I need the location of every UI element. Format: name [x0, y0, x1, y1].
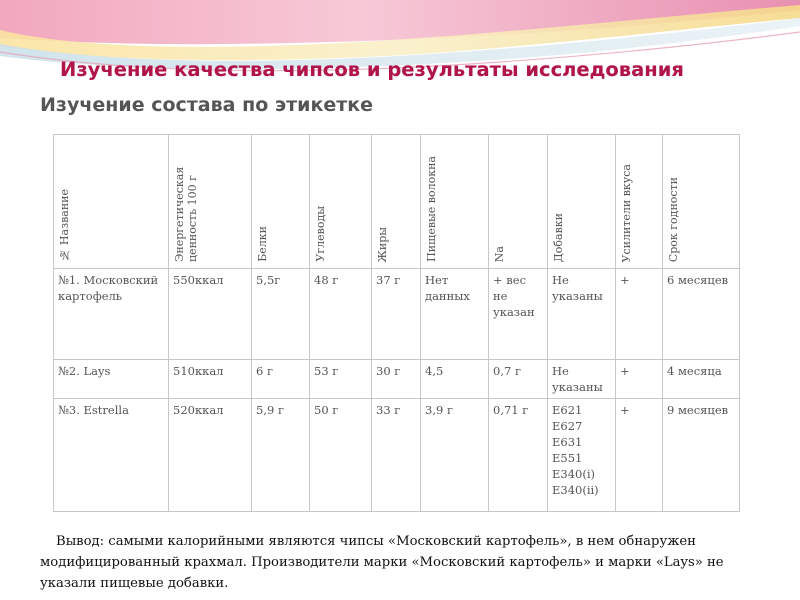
- cell-flavor-enhancers: +: [616, 399, 663, 512]
- cell-fiber: 4,5: [421, 360, 489, 399]
- cell-fat: 30 г: [372, 360, 421, 399]
- conclusion-body: Вывод: самыми калорийными являются чипсы «Московский картофель», в нем обнаружен модифицированный крахмал. Производители марки «Московский картофель» и марки «Lays» не указали пищевые добавки.: [40, 534, 724, 591]
- cell-flavor-enhancers: +: [616, 269, 663, 360]
- cell-carbs: 48 г: [310, 269, 372, 360]
- cell-shelf-life: 9 месяцев: [663, 399, 740, 512]
- cell-energy: 510ккал: [169, 360, 252, 399]
- header-fat: Жиры: [372, 135, 421, 269]
- cell-additives: Не указаны: [548, 269, 616, 360]
- header-energy: Энергетическая ценность 100 г: [169, 135, 252, 269]
- cell-flavor-enhancers: +: [616, 360, 663, 399]
- header-flavor-enhancers: Усилители вкуса: [616, 135, 663, 269]
- table-row: [54, 399, 740, 512]
- cell-carbs: 53 г: [310, 360, 372, 399]
- header-fiber: Пищевые волокна: [421, 135, 489, 269]
- header-shelf-life: Срок годности: [663, 135, 740, 269]
- table-row: [54, 269, 740, 360]
- conclusion-text: [40, 531, 770, 594]
- cell-fat: 33 г: [372, 399, 421, 512]
- cell-energy: 550ккал: [169, 269, 252, 360]
- header-name: № Название: [54, 135, 169, 269]
- page-subtitle: Изучение состава по этикетке: [40, 94, 374, 116]
- cell-shelf-life: 6 месяцев: [663, 269, 740, 360]
- cell-fiber: Нет данных: [421, 269, 489, 360]
- cell-name: №3. Estrella: [54, 399, 169, 512]
- cell-carbs: 50 г: [310, 399, 372, 512]
- cell-additives: Не указаны: [548, 360, 616, 399]
- table-header-row: [54, 135, 740, 269]
- cell-shelf-life: 4 месяца: [663, 360, 740, 399]
- cell-name: №2. Lays: [54, 360, 169, 399]
- cell-sodium: + вес не указан: [489, 269, 548, 360]
- header-sodium: Na: [489, 135, 548, 269]
- cell-sodium: 0,7 г: [489, 360, 548, 399]
- composition-table: [53, 134, 740, 512]
- page-title: Изучение качества чипсов и результаты исследования: [60, 58, 684, 81]
- header-additives: Добавки: [548, 135, 616, 269]
- header-protein: Белки: [252, 135, 310, 269]
- table-row: [54, 360, 740, 399]
- cell-energy: 520ккал: [169, 399, 252, 512]
- cell-protein: 5,5г: [252, 269, 310, 360]
- cell-fiber: 3,9 г: [421, 399, 489, 512]
- header-carbs: Углеводы: [310, 135, 372, 269]
- cell-sodium: 0,71 г: [489, 399, 548, 512]
- cell-protein: 6 г: [252, 360, 310, 399]
- cell-fat: 37 г: [372, 269, 421, 360]
- cell-protein: 5,9 г: [252, 399, 310, 512]
- cell-additives: E621 E627 E631 E551 E340(i) E340(ii): [548, 399, 616, 512]
- cell-name: №1. Московский картофель: [54, 269, 169, 360]
